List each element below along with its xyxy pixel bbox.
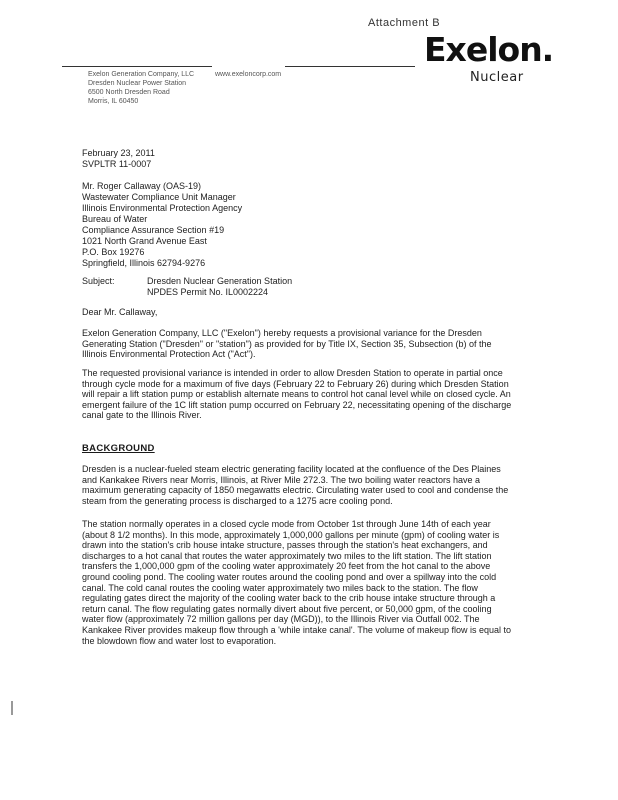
letter-date: February 23, 2011	[82, 148, 155, 158]
attachment-label: Attachment B	[368, 17, 441, 29]
addressee-block	[82, 181, 242, 269]
letter-reference: SVPLTR 11-0007	[82, 159, 152, 169]
addressee-line: Wastewater Compliance Unit Manager	[82, 192, 236, 202]
exelon-logo: Exelon.	[424, 30, 554, 69]
paragraph-request: Exelon Generation Company, LLC ("Exelon") hereby requests a provisional variance for the Dresden Generating Station ("Dresden" or "station") as provided for by Title IX, Section 35, Subsection (b) of the Illinois Environmental Protection Act ("Act").	[82, 328, 492, 360]
logo-subtitle: Nuclear	[470, 70, 524, 85]
salutation: Dear Mr. Callaway,	[82, 307, 158, 317]
letterhead-web: www.exeloncorp.com	[215, 71, 282, 78]
addressee-line: 1021 North Grand Avenue East	[82, 236, 207, 246]
scan-margin-mark	[11, 701, 13, 715]
addressee-line: Springfield, Illinois 62794-9276	[82, 258, 206, 268]
letterhead-line: Morris, IL 60450	[88, 98, 139, 105]
addressee-line: Illinois Environmental Protection Agency	[82, 203, 243, 213]
letterhead-line: Exelon Generation Company, LLC	[88, 71, 195, 78]
paragraph-background: Dresden is a nuclear-fueled steam electric generating facility located at the confluence of the Des Plaines and Kankakee Rivers near Morris, Illinois, at River Mile 272.3. The two boiling water reactors have a maximum generating capacity of 1850 megawatts electric. Circulating water used to cool and condense the steam from the generating process is discharged to a 1275 acre cooling pond.	[82, 464, 509, 506]
addressee-line: Bureau of Water	[82, 214, 148, 224]
letterhead	[88, 70, 194, 106]
addressee-line: P.O. Box 19276	[82, 247, 145, 257]
header-rule-left	[62, 66, 212, 67]
section-heading: BACKGROUND	[82, 443, 155, 454]
subject-line-1: Dresden Nuclear Generation Station	[147, 276, 293, 286]
paragraph-variance: The requested provisional variance is intended in order to allow Dresden Station to operate in partial once through cycle mode for a maximum of five days (February 22 to February 26) during which Dresden Station will repair a lift station pump or establish alternate means to control hot canal level while on closed cycle. An emergent failure of the 1C lift station pump occurred on February 22, necessitating opening of the discharge canal gate to the Illinois River.	[82, 368, 512, 421]
header-rule-right	[285, 66, 415, 67]
letterhead-line: 6500 North Dresden Road	[88, 89, 170, 96]
letterhead-line: Dresden Nuclear Power Station	[88, 80, 187, 87]
addressee-line: Mr. Roger Callaway (OAS-19)	[82, 181, 202, 191]
addressee-line: Compliance Assurance Section #19	[82, 225, 225, 235]
subject-label: Subject:	[82, 276, 115, 286]
subject-line-2: NPDES Permit No. IL0002224	[147, 287, 269, 297]
paragraph-operation: The station normally operates in a closed cycle mode from October 1st through June 14th of each year (about 8 1/2 months). In this mode, approximately 1,000,000 gallons per minute (gpm) of cooling water is drawn into the station's crib house intake structure, passes through the station's heat exchangers, and discharges to a hot canal that routes the water approximately two miles to the lift station. The lift station transfers the 1,000,000 gpm of the cooling water approximately 20 feet from the hot canal to the above ground cooling pond. The cooling water routes around the cooling pond and over a spillway into the cold canal. The cold canal routes the cooling water approximately two miles back to the station. The flow regulating gates direct the majority of the cooling water back to the crib house intake structure through a return canal. The flow regulating gates normally divert about five percent, or 50,000 gpm, of the cooling water flow (approximately 72 million gallons per day (MGD)), to the Illinois River via Outfall 002. The Kankakee River provides makeup flow through a 'while intake canal'. The volume of makeup flow is equal to the blowdown flow and water lost to evaporation.	[82, 519, 512, 646]
